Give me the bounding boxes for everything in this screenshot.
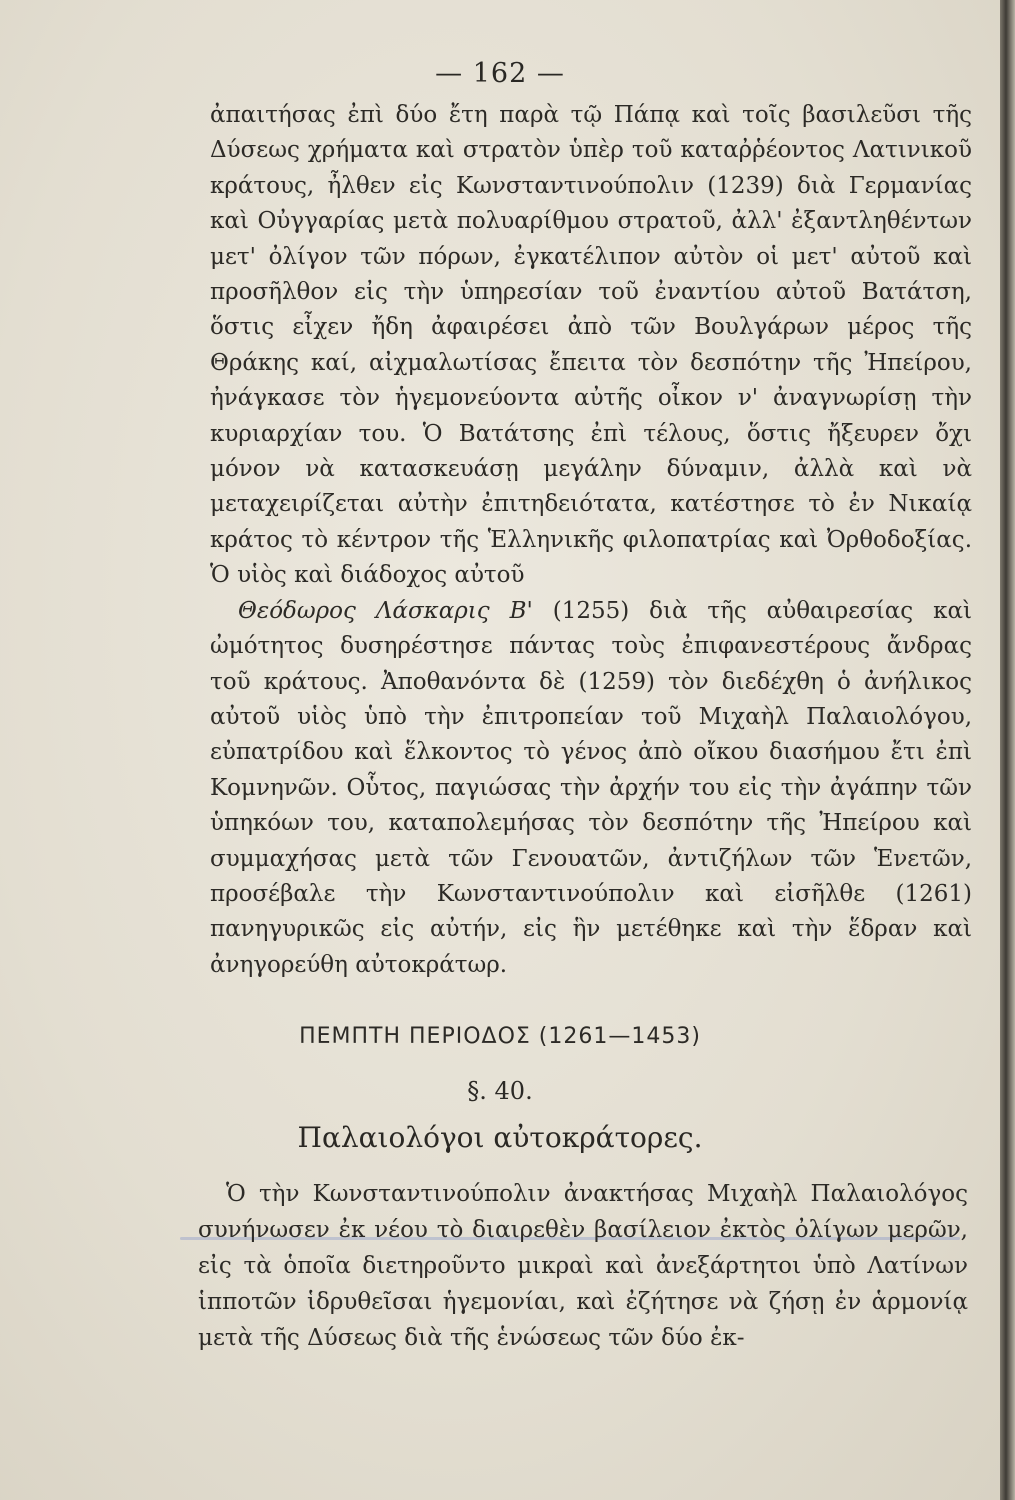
period-heading: ΠΕΜΠΤΗ ΠΕΡΙΟΔΟΣ (1261—1453): [299, 1024, 701, 1049]
section-title: Παλαιολόγοι αὐτοκράτορες.: [297, 1121, 703, 1154]
emperor-name: Θεόδωρος Λάσκαρις Β': [238, 597, 533, 624]
section-number: §. 40.: [467, 1077, 533, 1105]
main-text-block: [210, 98, 972, 983]
paragraph-2: [210, 594, 972, 983]
paragraph-2-text: (1255) διὰ τῆς αὐθαιρεσίας καὶ ὠμότητος δυσηρέστησε πάντας τοὺς ἐπιφανεστέρους ἄνδρας τοῦ κράτους. Ἀποθανόντα δὲ (1259) τὸν διεδέχθη ὁ ἀνήλικος αὐτοῦ υἱὸς ὑπὸ τὴν ἐπιτροπείαν τοῦ Μιχαὴλ Παλαιολόγου, εὐπατρίδου καὶ ἕλκοντος τὸ γένος ἀπὸ οἴκου διασήμου ἔτι ἐπὶ Κομνηνῶν. Οὗτος, παγιώσας τὴν ἀρχήν του εἰς τὴν ἀγάπην τῶν ὑπηκόων του, καταπολεμήσας τὸν δεσπότην τῆς Ἠπείρου καὶ συμμαχήσας μετὰ τῶν Γενουατῶν, ἀντιζήλων τῶν Ἑνετῶν, προσέβαλε τὴν Κωνσταντινούπολιν καὶ εἰσῆλθε (1261) πανηγυρικῶς εἰς αὐτήν, εἰς ἣν μετέθηκε καὶ τὴν ἕδραν καὶ ἀνηγορεύθη αὐτοκράτωρ.: [210, 597, 972, 978]
page-binding-edge: [1000, 0, 1015, 1500]
section-text-block: [198, 1176, 968, 1356]
section-paragraph: Ὁ τὴν Κωνσταντινούπολιν ἀνακτήσας Μιχαὴλ Παλαιολόγος συνήνωσεν ἐκ νέου τὸ διαιρεθὲν βασίλειον ἐκτὸς ὀλίγων μερῶν, εἰς τὰ ὁποῖα διετηροῦντο μικραὶ καὶ ἀνεξάρτητοι ὑπὸ Λατίνων ἱπποτῶν ἱδρυθεῖσαι ἡγεμονίαι, καὶ ἐζήτησε νὰ ζήσῃ ἐν ἁρμονίᾳ μετὰ τῆς Δύσεως διὰ τῆς ἑνώσεως τῶν δύο ἐκ-: [198, 1181, 968, 1351]
paragraph-1: ἀπαιτήσας ἐπὶ δύο ἔτη παρὰ τῷ Πάπᾳ καὶ τοῖς βασιλεῦσι τῆς Δύσεως χρήματα καὶ στρατὸν ὑπὲρ τοῦ καταῤῥέοντος Λατινικοῦ κράτους, ἦλθεν εἰς Κωνσταντινούπολιν (1239) διὰ Γερμανίας καὶ Οὐγγαρίας μετὰ πολυαρίθμου στρατοῦ, ἀλλ' ἐξαντληθέντων μετ' ὀλίγον τῶν πόρων, ἐγκατέλιπον αὐτὸν οἱ μετ' αὐτοῦ καὶ προσῆλθον εἰς τὴν ὑπηρεσίαν τοῦ ἐναντίου αὐτοῦ Βατάτση, ὅστις εἶχεν ἤδη ἀφαιρέσει ἀπὸ τῶν Βουλγάρων μέρος τῆς Θράκης καί, αἰχμαλωτίσας ἔπειτα τὸν δεσπότην τῆς Ἠπείρου, ἠνάγκασε τὸν ἡγεμονεύοντα αὐτῆς οἶκον ν' ἀναγνωρίσῃ τὴν κυριαρχίαν του. Ὁ Βατάτσης ἐπὶ τέλους, ὅστις ἤξευρεν ὄχι μόνον νὰ κατασκευάσῃ μεγάλην δύναμιν, ἀλλὰ καὶ νὰ μεταχειρίζεται αὐτὴν ἐπιτηδειότατα, κατέστησε τὸ ἐν Νικαίᾳ κράτος τὸ κέντρον τῆς Ἑλληνικῆς φιλοπατρίας καὶ Ὀρθοδοξίας. Ὁ υἱὸς καὶ διάδοχος αὐτοῦ: [210, 102, 972, 589]
page-number: — 162 —: [435, 58, 565, 89]
